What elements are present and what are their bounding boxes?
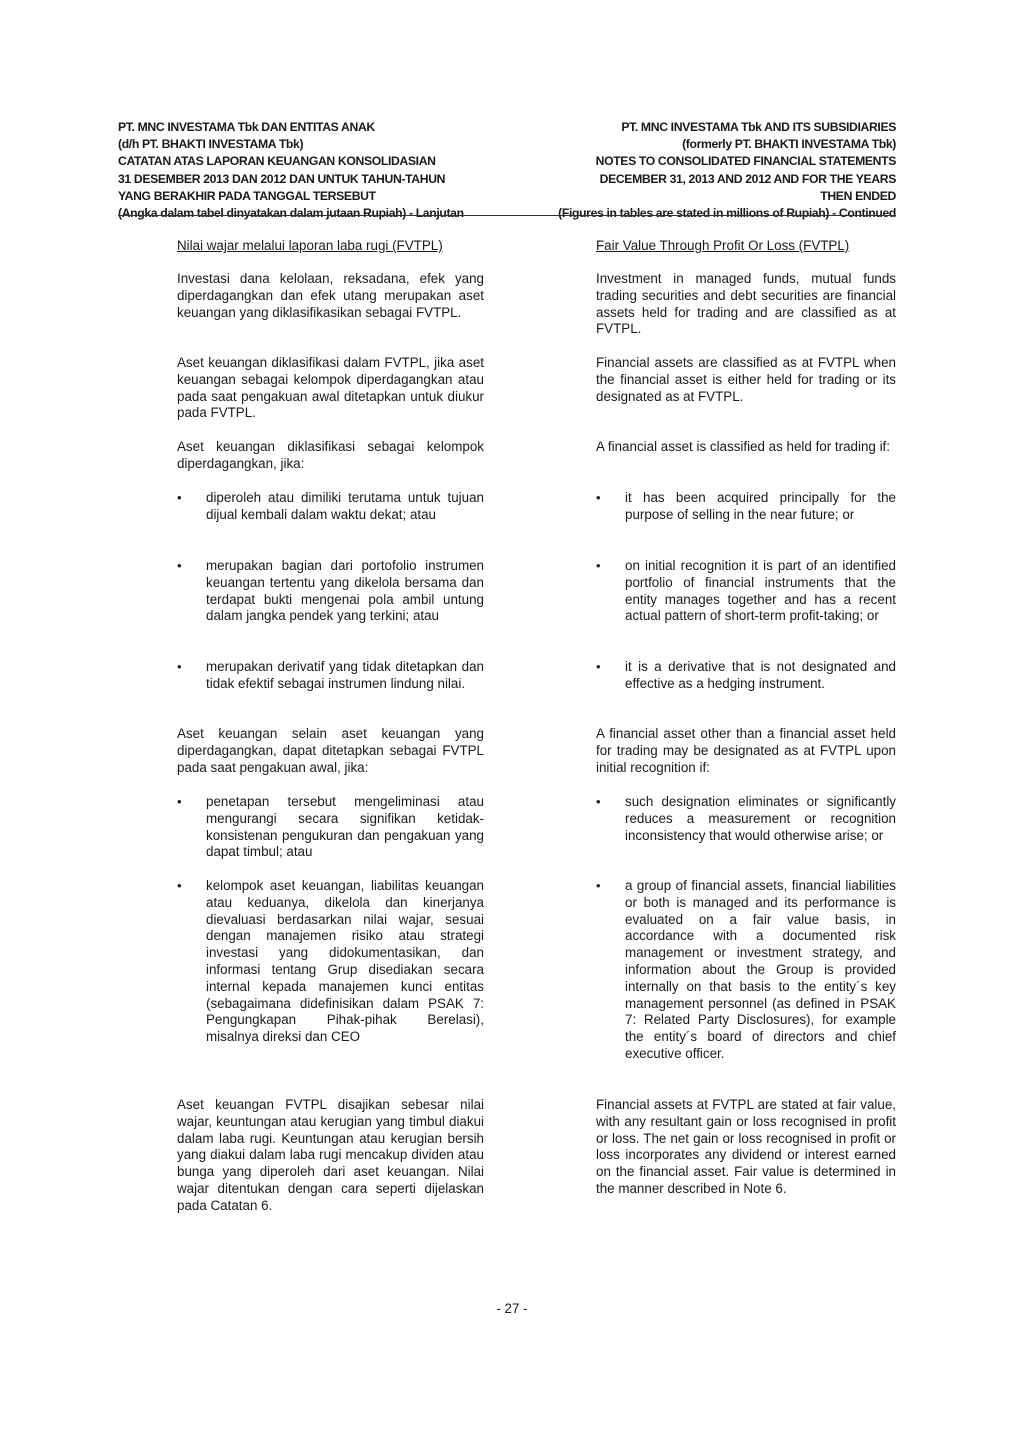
list-item-text: kelompok aset keuangan, liabilitas keuangan atau keduanya, dikelola dan kinerjanya dievaluasi berdasarkan nilai wajar, sesuai dengan manajemen risiko atau strategi investasi yang didokumentasikan, dan informasi tentang Grup disediakan secara internal kepada manajemen kunci entitas (sebagaimana didefinisikan dalam PSAK 7: Pengungkapan Pihak-pihak Berelasi), misalnya direksi dan CEO [206, 878, 484, 1045]
bullet-icon: • [177, 794, 182, 809]
paragraph: A financial asset is classified as held for trading if: [596, 439, 890, 454]
bullet-icon: • [177, 490, 182, 505]
bullet-icon: • [596, 558, 601, 573]
header-right-line: (formerly PT. BHAKTI INVESTAMA Tbk) [682, 137, 896, 152]
header-right-line: PT. MNC INVESTAMA Tbk AND ITS SUBSIDIARIES [621, 120, 896, 134]
list-item-text: it has been acquired principally for the purpose of selling in the near future; or [625, 490, 896, 522]
paragraph: Financial assets are classified as at FVTPL when the financial asset is either held for trading or its designated as at FVTPL. [596, 355, 896, 404]
list-item [596, 878, 896, 1063]
section-title: Fair Value Through Profit Or Loss (FVTPL) [596, 238, 850, 253]
header-left-line: (Angka dalam tabel dinyatakan dalam jutaan Rupiah) - Lanjutan [118, 206, 464, 221]
paragraph: Investasi dana kelolaan, reksadana, efek yang diperdagangkan dan efek utang merupakan aset keuangan yang diklasifikasikan sebagai FVTPL. [177, 271, 484, 320]
paragraph: Financial assets at FVTPL are stated at fair value, with any resultant gain or loss recognised in profit or loss. The net gain or loss recognised in profit or loss incorporates any dividend or interest earned on the financial asset. Fair value is determined in the manner described in Note 6. [596, 1097, 896, 1196]
header-divider [118, 215, 896, 216]
list-item [177, 490, 484, 524]
header-right-line: THEN ENDED [820, 188, 896, 203]
list-item [596, 558, 896, 625]
header-left-line: PT. MNC INVESTAMA Tbk DAN ENTITAS ANAK [118, 120, 375, 134]
list-item-text: merupakan derivatif yang tidak ditetapkan dan tidak efektif sebagai instrumen lindung nilai. [206, 659, 484, 691]
list-item-text: penetapan tersebut mengeliminasi atau mengurangi secara signifikan ketidak-konsistenan pengukuran dan pengakuan yang dapat timbul; atau [206, 794, 484, 860]
list-item-text: such designation eliminates or significantly reduces a measurement or recognition inconsistency that would otherwise arise; or [625, 794, 896, 843]
header-left-line: 31 DESEMBER 2013 DAN 2012 DAN UNTUK TAHUN-TAHUN [118, 171, 446, 186]
list-item [177, 878, 484, 1046]
header-right-line: DECEMBER 31, 2013 AND 2012 AND FOR THE YEARS [599, 171, 896, 186]
paragraph: A financial asset other than a financial asset held for trading may be designated as at FVTPL upon initial recognition if: [596, 726, 896, 775]
list-item [177, 659, 484, 693]
paragraph: Investment in managed funds, mutual funds trading securities and debt securities are financial assets held for trading and are classified as at FVTPL. [596, 271, 896, 337]
header-left-line: YANG BERAKHIR PADA TANGGAL TERSEBUT [118, 188, 376, 203]
header-indonesian [118, 119, 538, 222]
bullet-icon: • [177, 878, 182, 893]
bullet-icon: • [596, 794, 601, 809]
list-item-text: diperoleh atau dimiliki terutama untuk tujuan dijual kembali dalam waktu dekat; atau [206, 490, 484, 522]
list-item [596, 490, 896, 524]
header-right-line: (Figures in tables are stated in millions of Rupiah) - Continued [558, 206, 896, 221]
list-item [177, 794, 484, 861]
paragraph: Aset keuangan diklasifikasi sebagai kelompok diperdagangkan, jika: [177, 439, 484, 471]
list-item-text: on initial recognition it is part of an identified portfolio of financial instruments that the entity manages together and has a recent actual pattern of short-term profit-taking; or [625, 558, 896, 624]
bullet-icon: • [177, 558, 182, 573]
bullet-icon: • [596, 659, 601, 674]
paragraph: Aset keuangan FVTPL disajikan sebesar nilai wajar, keuntungan atau kerugian yang timbul diakui dalam laba rugi. Keuntungan atau kerugian bersih yang diakui dalam laba rugi mencakup dividen atau bunga yang diperoleh dari aset keuangan. Nilai wajar ditentukan dengan cara seperti dijelaskan pada Catatan 6. [177, 1097, 484, 1213]
list-item-text: merupakan bagian dari portofolio instrumen keuangan tertentu yang dikelola bersama dan terdapat bukti mengenai pola ambil untung dalam jangka pendek yang terkini; atau [206, 558, 484, 624]
paragraph: Aset keuangan selain aset keuangan yang diperdagangkan, dapat ditetapkan sebagai FVTPL pada saat pengakuan awal, jika: [177, 726, 484, 775]
list-item-text: it is a derivative that is not designated and effective as a hedging instrument. [625, 659, 896, 691]
list-item-text: a group of financial assets, financial liabilities or both is managed and its performance is evaluated on a fair value basis, in accordance with a documented risk management or investment strategy, and information about the Group is provided internally on that basis to the entity´s key management personnel (as defined in PSAK 7: Related Party Disclosures), for example the entity´s board of directors and chief executive officer. [625, 878, 896, 1061]
header-left-line: (d/h PT. BHAKTI INVESTAMA Tbk) [118, 137, 304, 152]
paragraph: Aset keuangan diklasifikasi dalam FVTPL, jika aset keuangan sebagai kelompok diperdagangkan atau pada saat pengakuan awal ditetapkan untuk diukur pada FVTPL. [177, 355, 484, 421]
page-number: - 27 - [496, 1301, 528, 1316]
list-item [596, 659, 896, 693]
list-item [596, 794, 896, 844]
header-right-line: NOTES TO CONSOLIDATED FINANCIAL STATEMENTS [595, 154, 896, 169]
section-title: Nilai wajar melalui laporan laba rugi (FVTPL) [177, 238, 443, 253]
bullet-icon: • [177, 659, 182, 674]
bullet-icon: • [596, 490, 601, 505]
header-left-line: CATATAN ATAS LAPORAN KEUANGAN KONSOLIDASIAN [118, 154, 436, 169]
list-item [177, 558, 484, 625]
header-english [476, 119, 896, 222]
bullet-icon: • [596, 878, 601, 893]
